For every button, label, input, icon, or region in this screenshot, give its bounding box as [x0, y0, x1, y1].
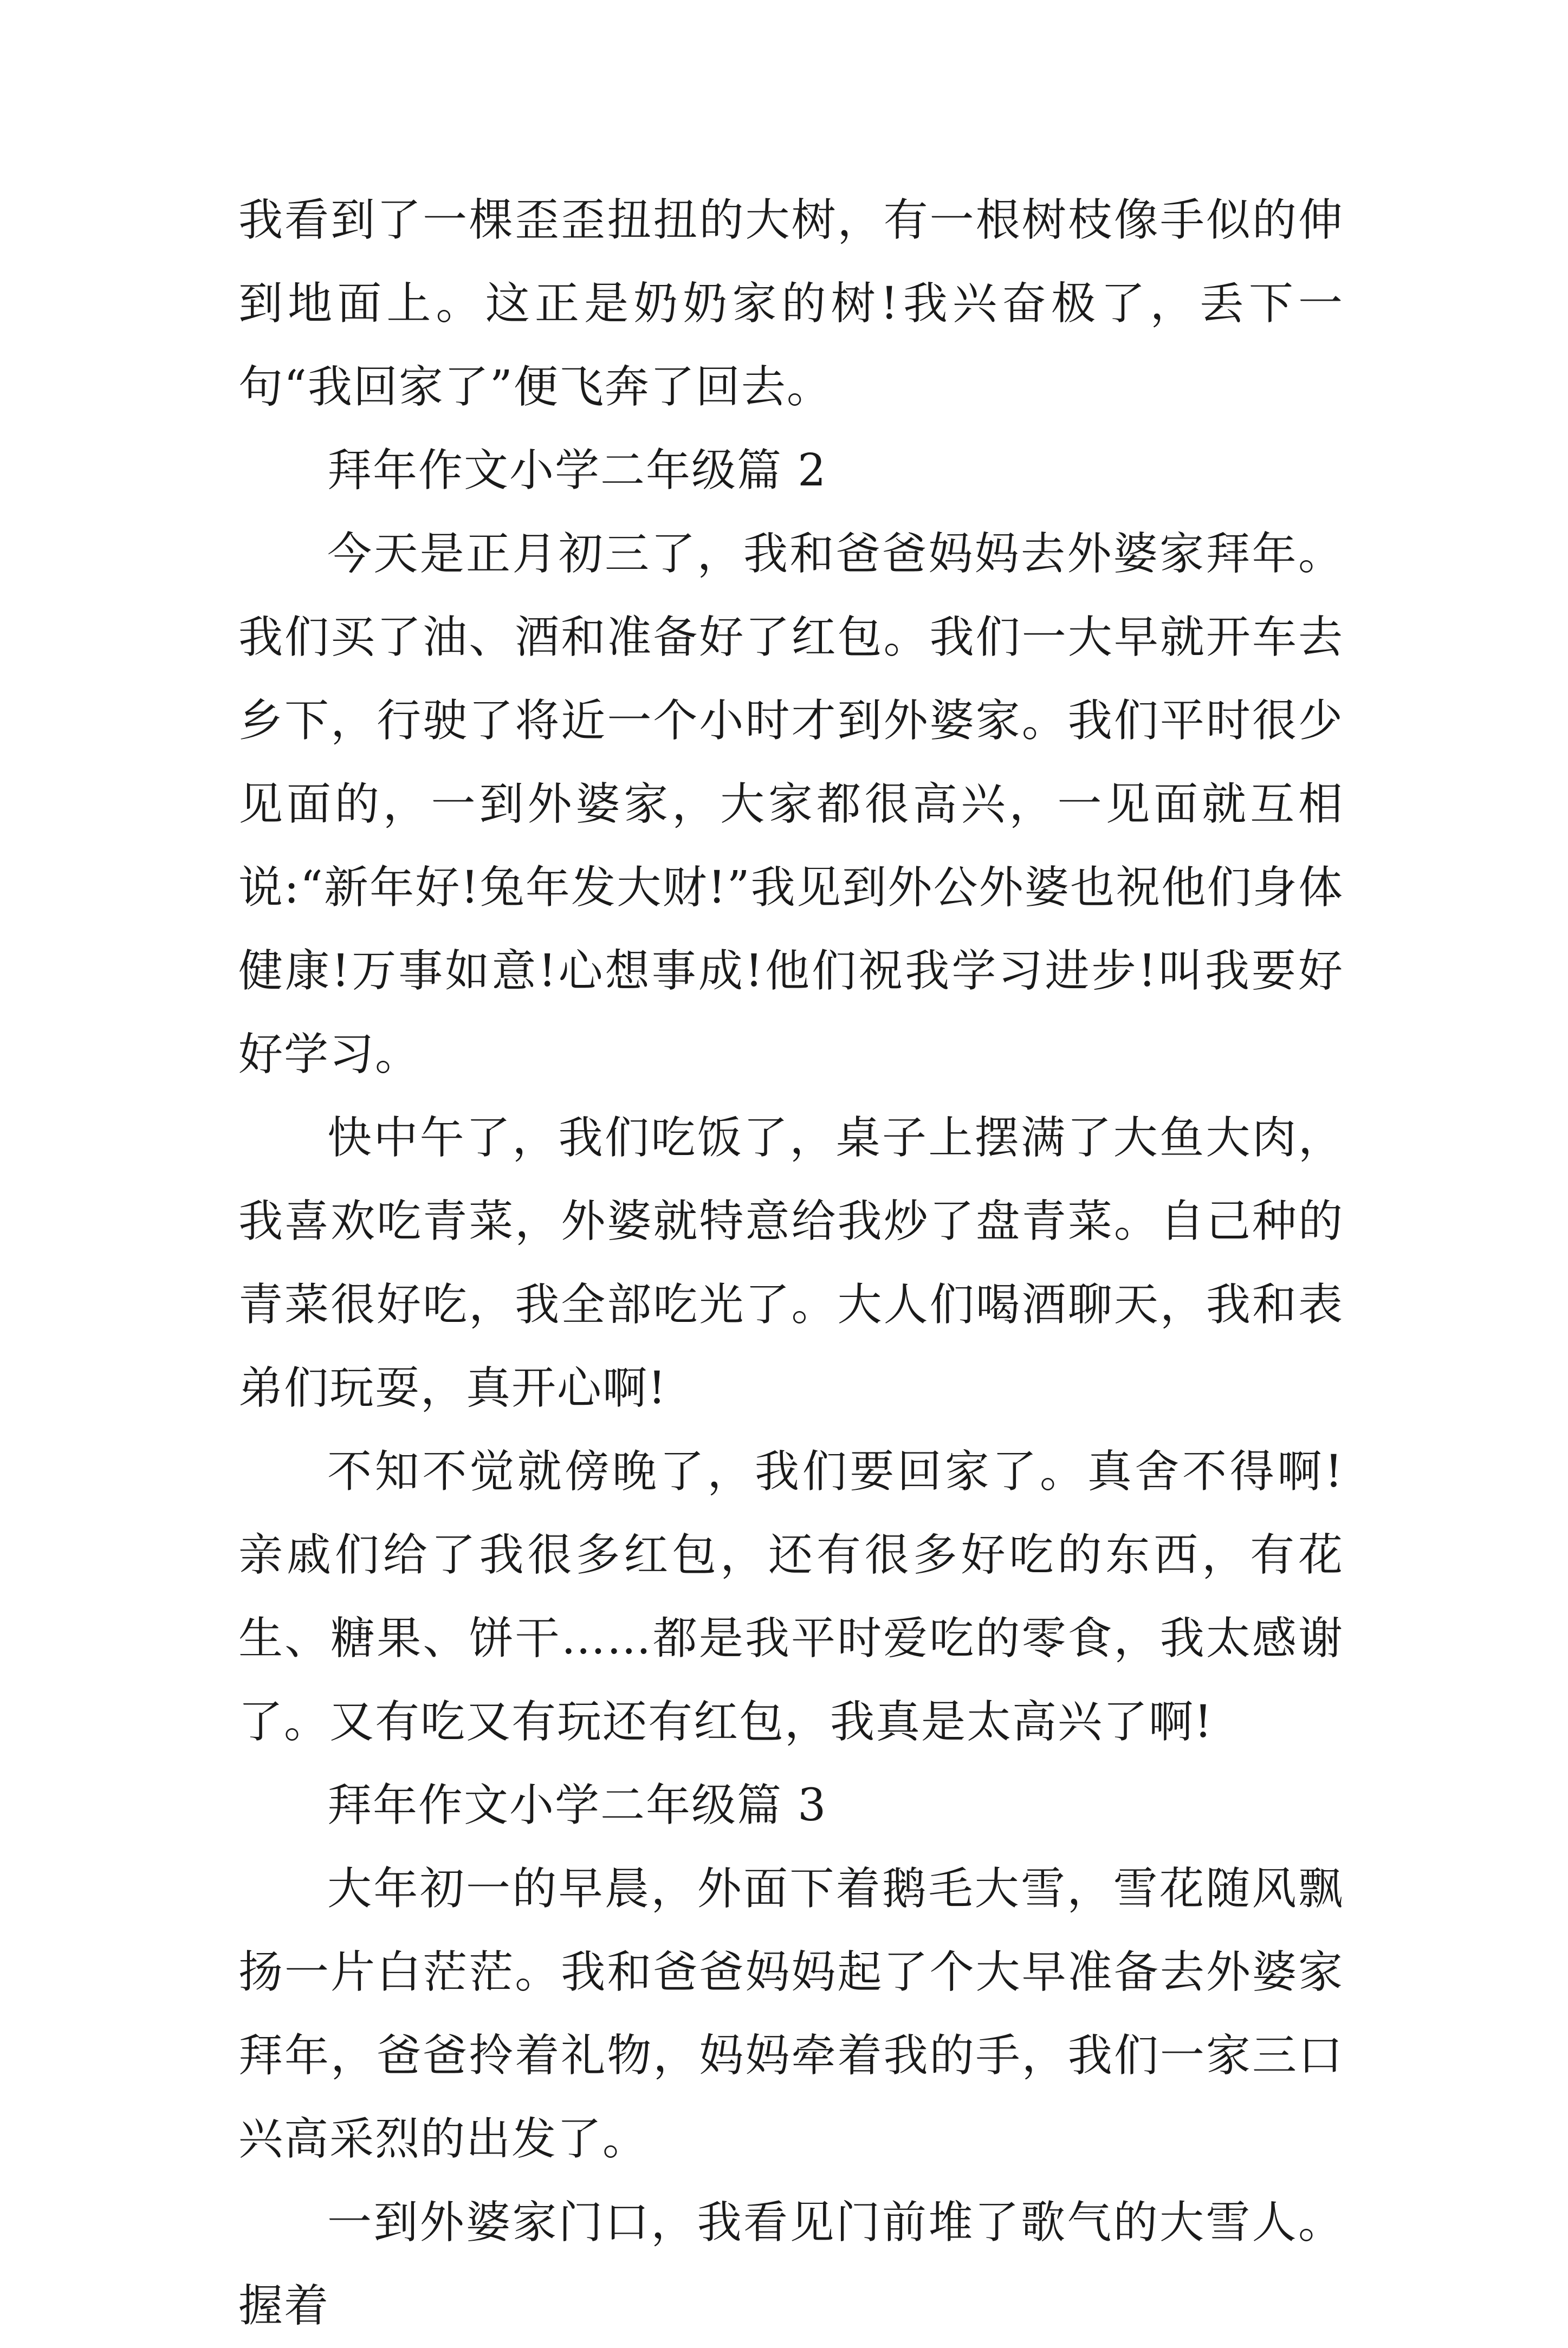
section-heading: 拜年作文小学二年级篇 3 — [327, 1780, 827, 1831]
paragraph: 快中午了，我们吃饭了，桌子上摆满了大鱼大肉，我喜欢吃青菜，外婆就特意给我炒了盘青菜。自己种的青菜很好吃，我全部吃光了。大人们喝酒聊天，我和表弟们玩耍，真开心啊! — [238, 1112, 1344, 1414]
paragraph: 我看到了一棵歪歪扭扭的大树，有一根树枝像手似的伸到地面上。这正是奶奶家的树!我兴奋极了，丢下一句“我回家了”便飞奔了回去。 — [238, 194, 1344, 413]
paragraph: 不知不觉就傍晚了，我们要回家了。真舍不得啊!亲戚们给了我很多红包，还有很多好吃的东西，有花生、糖果、饼干……都是我平时爱吃的零食，我太感谢了。又有吃又有玩还有红包，我真是太高兴了啊! — [238, 1446, 1344, 1748]
paragraph: 大年初一的早晨，外面下着鹅毛大雪，雪花随风飘扬一片白茫茫。我和爸爸妈妈起了个大早准备去外婆家拜年，爸爸拎着礼物，妈妈牵着我的手，我们一家三口兴高采烈的出发了。 — [238, 1863, 1344, 2165]
document-body — [238, 179, 1344, 2348]
paragraph: 一到外婆家门口，我看见门前堆了歌气的大雪人。握着 — [238, 2197, 1344, 2332]
paragraph: 今天是正月初三了，我和爸爸妈妈去外婆家拜年。我们买了油、酒和准备好了红包。我们一大早就开车去乡下，行驶了将近一个小时才到外婆家。我们平时很少见面的，一到外婆家，大家都很高兴，一见面就互相说:“新年好!兔年发大财!”我见到外公外婆也祝他们身体健康!万事如意!心想事成!他们祝我学习进步!叫我要好好学习。 — [238, 528, 1344, 1080]
section-heading: 拜年作文小学二年级篇 2 — [327, 445, 827, 496]
